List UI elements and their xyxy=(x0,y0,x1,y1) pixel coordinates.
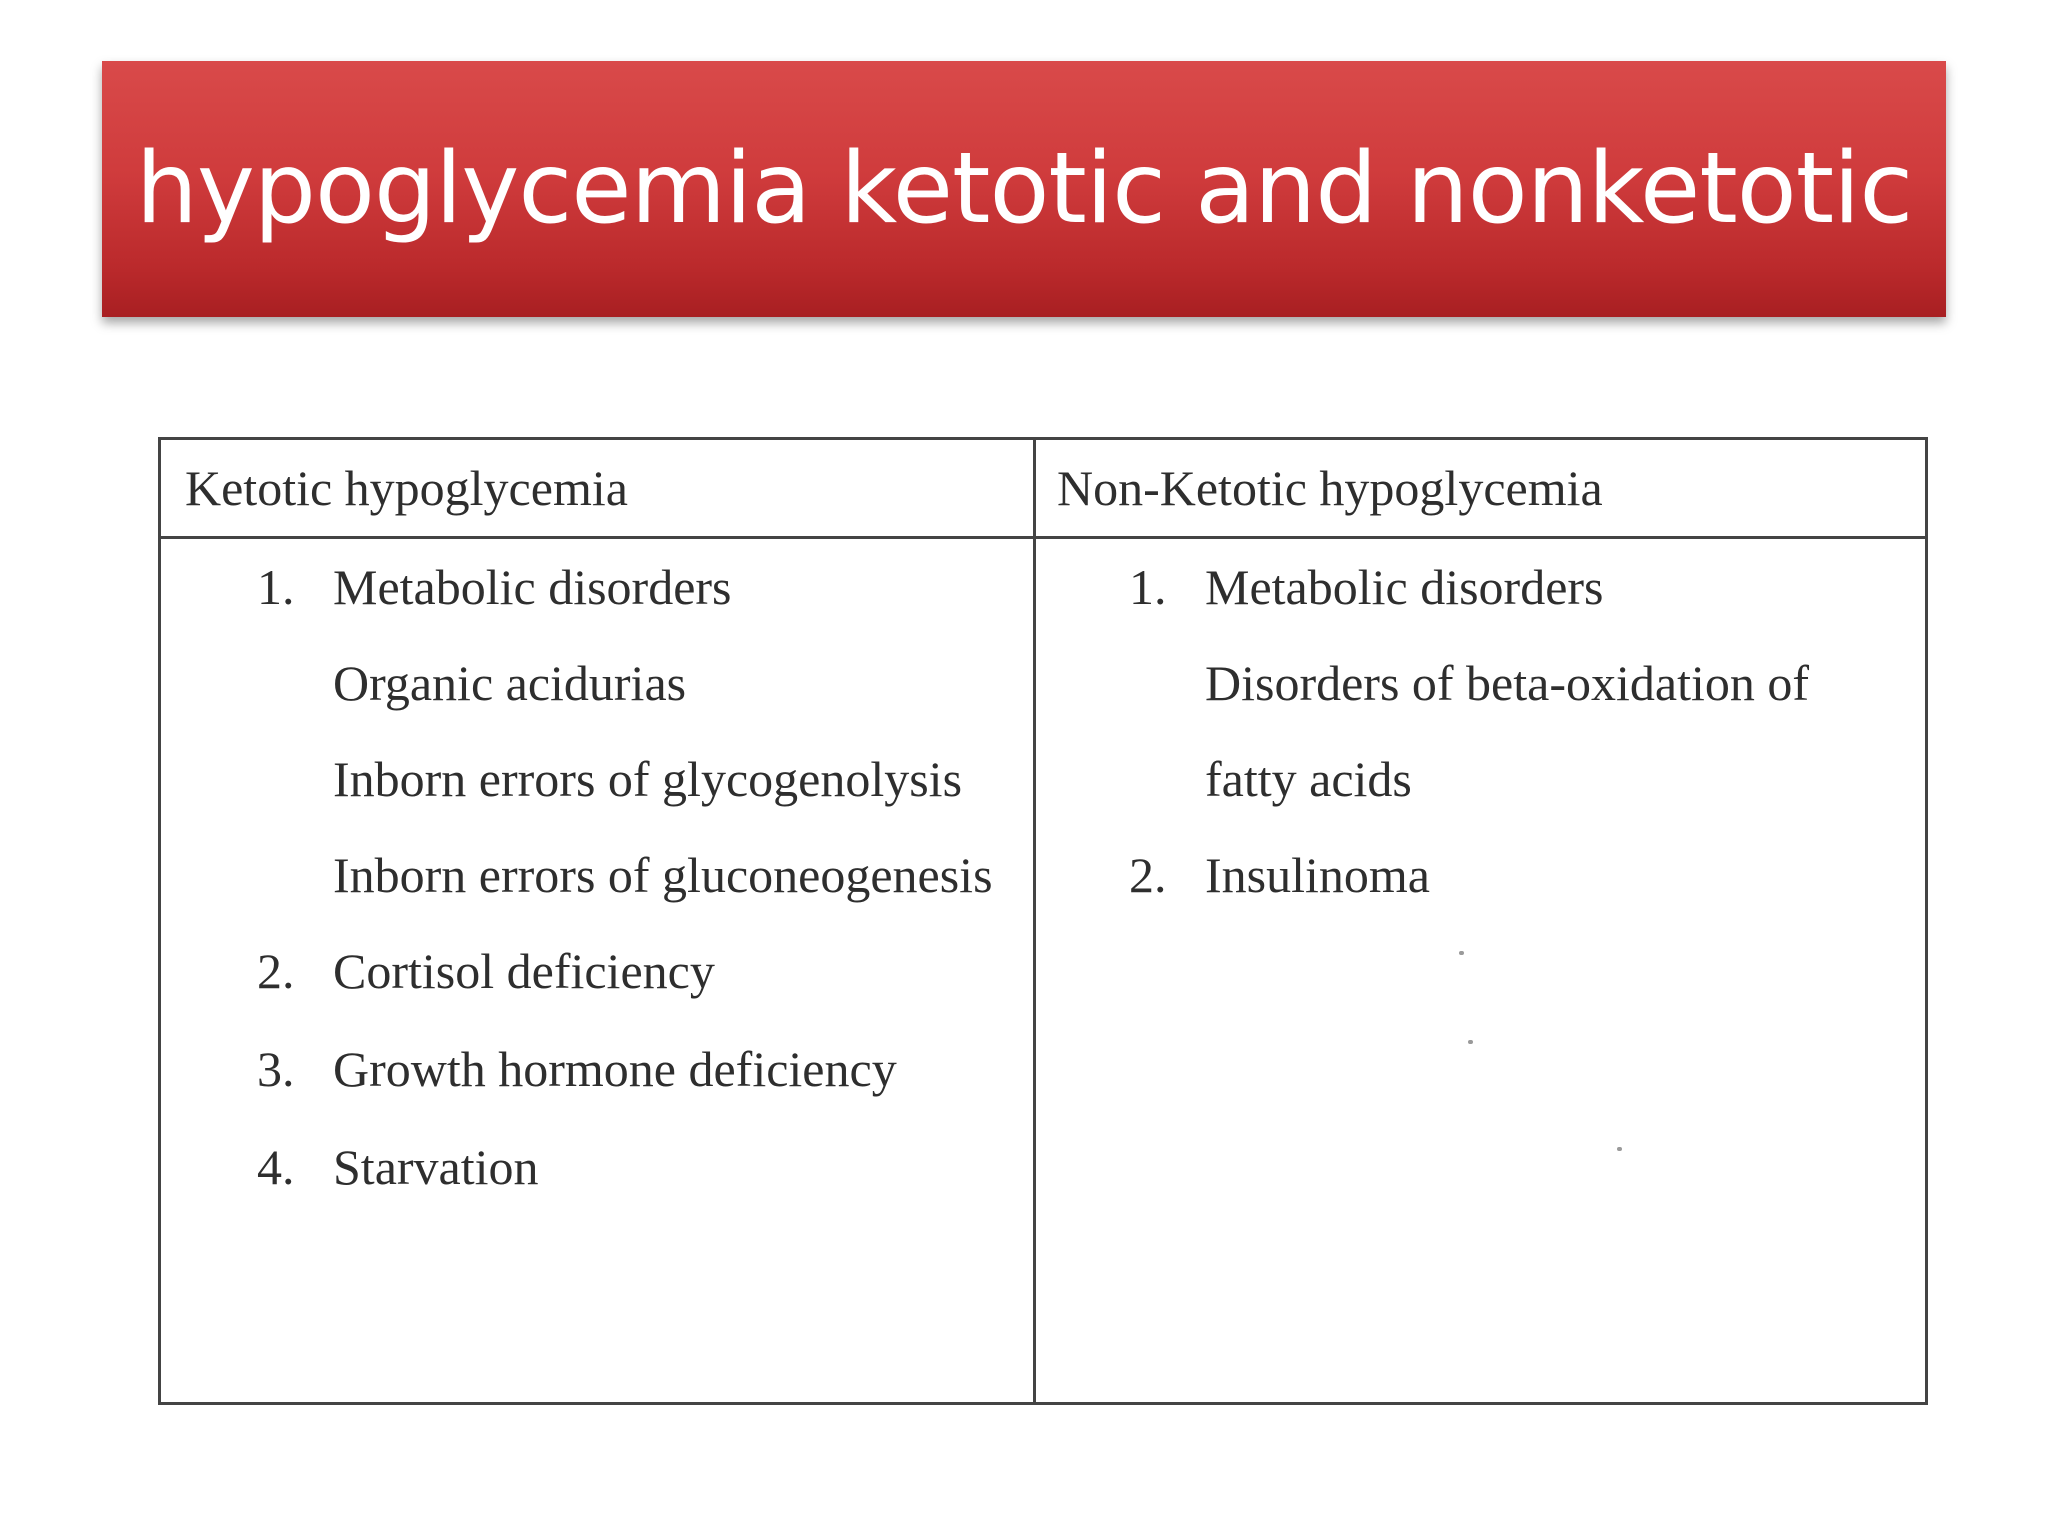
list-text: Inborn errors of glycogenolysis xyxy=(333,751,963,807)
list-number: 1. xyxy=(257,559,295,615)
list-number: 2. xyxy=(1129,847,1167,903)
list-text: Cortisol deficiency xyxy=(333,943,715,999)
column-divider xyxy=(1033,440,1036,1402)
comparison-table xyxy=(158,437,1928,1405)
list-text: fatty acids xyxy=(1205,751,1412,807)
list-text: Metabolic disorders xyxy=(1205,559,1604,615)
speck-mark xyxy=(1459,951,1464,955)
list-text: Growth hormone deficiency xyxy=(333,1041,897,1097)
list-number: 3. xyxy=(257,1041,295,1097)
header-divider xyxy=(161,536,1925,539)
title-banner xyxy=(102,61,1946,317)
list-text: Disorders of beta-oxidation of xyxy=(1205,655,1810,711)
speck-mark xyxy=(1617,1147,1622,1151)
list-text: Starvation xyxy=(333,1139,539,1195)
speck-mark xyxy=(1468,1040,1473,1044)
list-text: Organic acidurias xyxy=(333,655,687,711)
list-number: 2. xyxy=(257,943,295,999)
list-text: Insulinoma xyxy=(1205,847,1430,903)
list-text: Inborn errors of gluconeogenesis xyxy=(333,847,993,903)
list-number: 4. xyxy=(257,1139,295,1195)
header-ketotic: Ketotic hypoglycemia xyxy=(185,460,628,516)
list-text: Metabolic disorders xyxy=(333,559,732,615)
slide-title: hypoglycemia ketotic and nonketotic xyxy=(135,132,1913,246)
header-non-ketotic: Non-Ketotic hypoglycemia xyxy=(1057,460,1603,516)
list-number: 1. xyxy=(1129,559,1167,615)
